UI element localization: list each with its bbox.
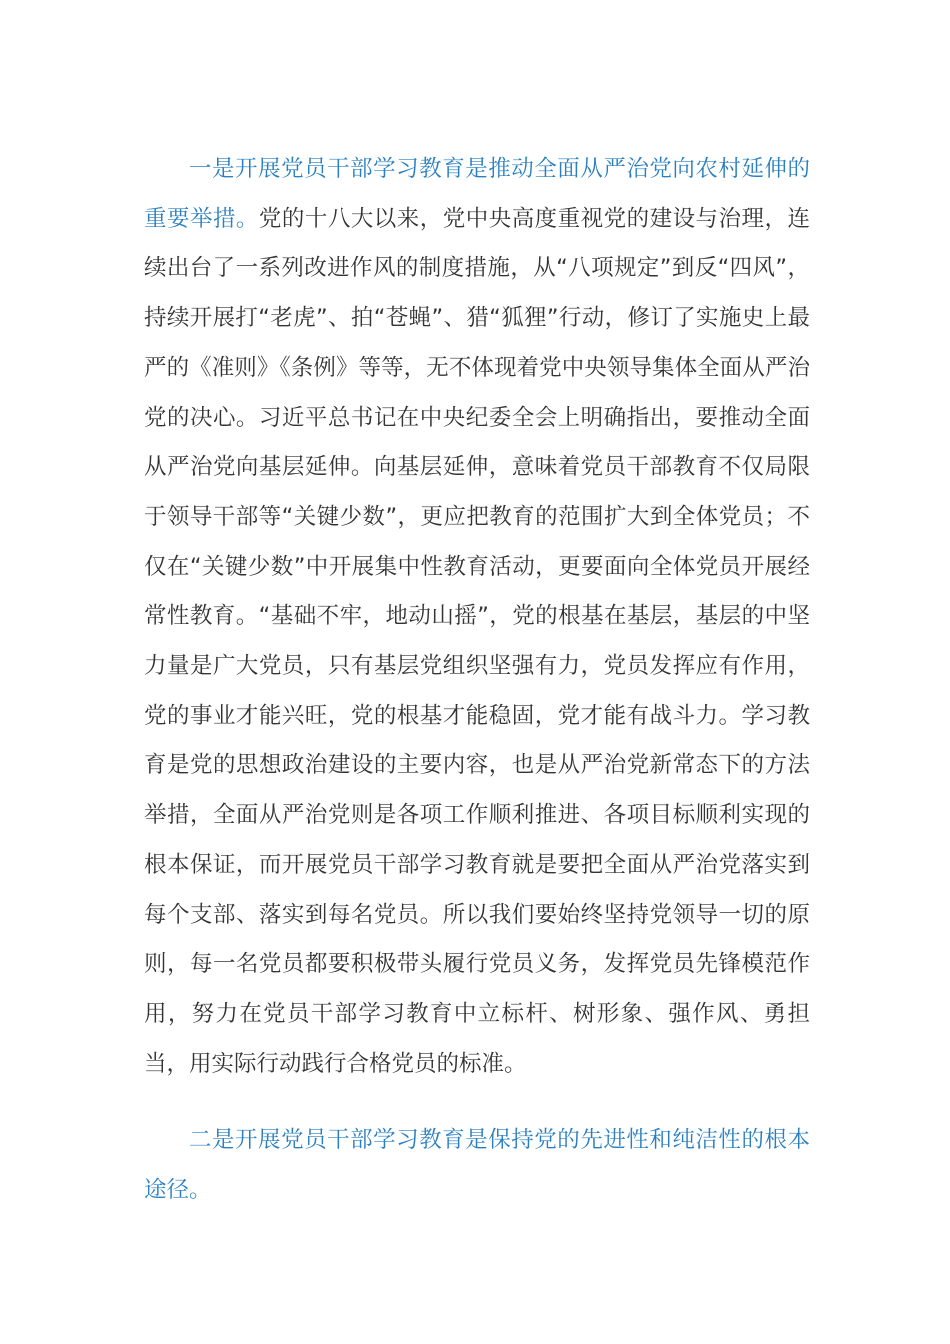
document-page	[144, 145, 810, 1216]
paragraph-1-lead: 一是开展党员干部学习教育是推动全面从严治党向农村延伸的重要举措。	[144, 156, 810, 232]
paragraph-2	[144, 1116, 810, 1215]
paragraph-1-body: 党的十八大以来，党中央高度重视党的建设与治理，连续出台了一系列改进作风的制度措施，从“八项规定”到反“四风”，持续开展打“老虎”、拍“苍蝇”、猎“狐狸”行动，修订了实施史上最严的《准则》《条例》等等，无不体现着党中央领导集体全面从严治党的决心。习近平总书记在中央纪委全会上明确指出，要推动全面从严治党向基层延伸。向基层延伸，意味着党员干部教育不仅局限于领导干部等“关键少数”，更应把教育的范围扩大到全体党员；不仅在“关键少数”中开展集中性教育活动，更要面向全体党员开展经常性教育。“基础不牢，地动山摇”，党的根基在基层，基层的中坚力量是广大党员，只有基层党组织坚强有力，党员发挥应有作用，党的事业才能兴旺，党的根基才能稳固，党才能有战斗力。学习教育是党的思想政治建设的主要内容，也是从严治党新常态下的方法举措，全面从严治党则是各项工作顺利推进、各项目标顺利实现的根本保证，而开展党员干部学习教育就是要把全面从严治党落实到每个支部、落实到每名党员。所以我们要始终坚持党领导一切的原则，每一名党员都要积极带头履行党员义务，发挥党员先锋模范作用，努力在党员干部学习教育中立标杆、树形象、强作风、勇担当，用实际行动践行合格党员的标准。	[144, 205, 810, 1077]
paragraph-2-lead: 二是开展党员干部学习教育是保持党的先进性和纯洁性的根本途径。	[144, 1127, 810, 1204]
paragraph-1	[144, 145, 810, 1089]
